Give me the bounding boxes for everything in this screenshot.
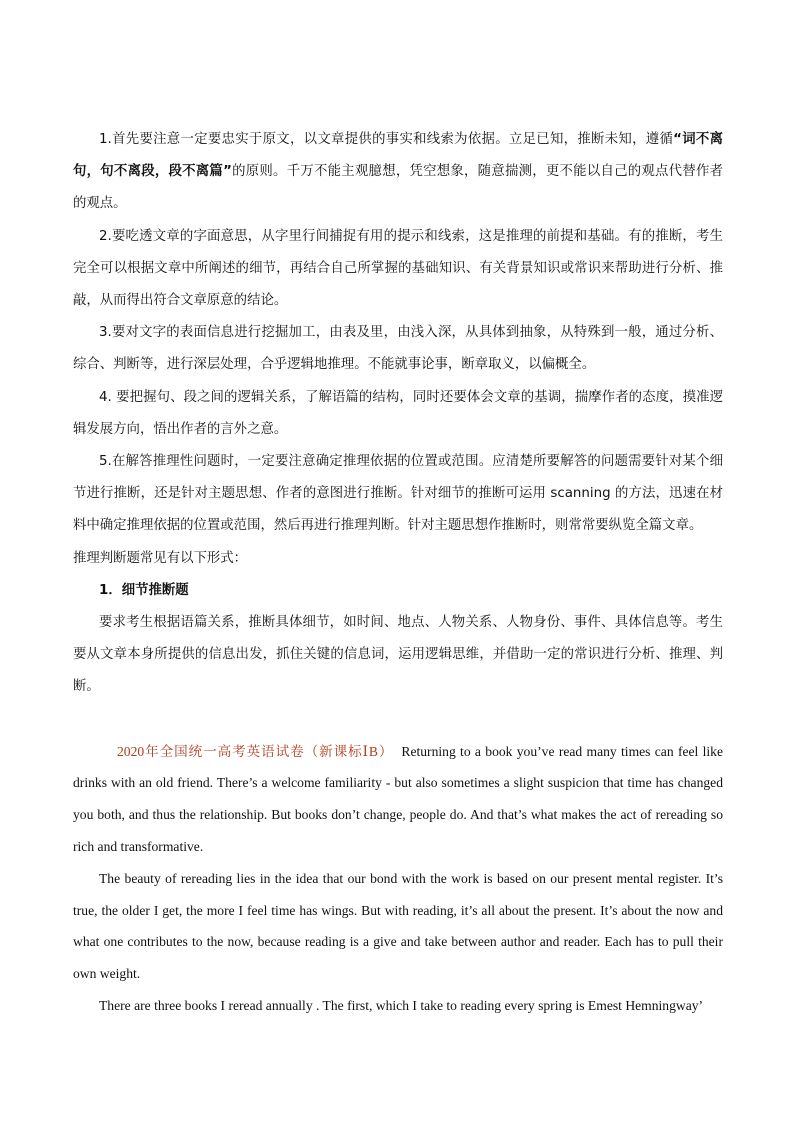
- section-heading: 1．细节推断题: [99, 582, 189, 598]
- example-paragraph-2: The beauty of rereading lies in the idea that our bond with the work is based on our present mental register. It’s true, the older I get, the more I feel time has wings. But with reading, it’s all about the present. It’s about the now and what one contributes to the now, because reading is a give and take between author and reader. Each has to pull their own weight.: [73, 870, 723, 982]
- tip-paragraph-5: 5.在解答推理性问题时，一定要注意确定推理依据的位置或范围。应清楚所要解答的问题需要针对某个细节进行推断，还是针对主题思想、作者的意图进行推断。针对细节的推断可运用 scanning 的方法，迅速在材料中确定推理依据的位置或范围，然后再进行推理判断。针对主题思想作推断时，则常常要纵览全篇文章。: [73, 454, 723, 534]
- tip-1-bold-quote: “词不离句，句不离段，段不离篇”: [73, 132, 723, 180]
- example-paragraph-1-text: Returning to a book you’ve read many times can feel like drinks with an old friend. There’s a welcome familiarity - but also sometimes a slight suspicion that time has changed you both, and thus the relationship. But books don’t change, people do. And that’s what makes the act of rereading so rich and transformative.: [73, 743, 724, 855]
- tip-1-text-start: 1.首先要注意一定要忠实于原文，以文章提供的事实和线索为依据。立足已知，推断未知，遵循: [99, 132, 674, 147]
- tip-paragraph-3: 3.要对文字的表面信息进行挖掘加工，由表及里，由浅入深，从具体到抽象，从特殊到一般，通过分析、综合、判断等，进行深层处理，合乎逻辑地推理。不能就事论事，断章取义，以偏概全。: [73, 325, 723, 373]
- example-paragraph-3: There are three books I reread annually . The first, which I take to reading every spring is Emest Hemningway’: [99, 998, 704, 1014]
- example-source: 2020年全国统一高考英语试卷（新课标ⅠB）: [117, 743, 394, 759]
- tip-1-text-end: 的原则。千万不能主观臆想，凭空想象，随意揣测，更不能以自己的观点代替作者的观点。: [73, 164, 723, 212]
- document-page: [73, 124, 723, 1022]
- spacer: [73, 704, 723, 736]
- forms-intro: 推理判断题常见有以下形式：: [73, 550, 248, 566]
- example-paragraph-1: [73, 736, 723, 863]
- tip-paragraph-4: 4. 要把握句、段之间的逻辑关系，了解语篇的结构，同时还要体会文章的基调，揣摩作者的态度，摸准逻辑发展方向，悟出作者的言外之意。: [73, 389, 723, 437]
- tip-paragraph-1: [73, 124, 723, 221]
- section-body: 要求考生根据语篇关系，推断具体细节，如时间、地点、人物关系、人物身份、事件、具体信息等。考生要从文章本身所提供的信息出发，抓住关键的信息词，运用逻辑思维，并借助一定的常识进行分析、推理、判断。: [73, 615, 723, 695]
- tip-paragraph-2: 2.要吃透文章的字面意思，从字里行间捕捉有用的提示和线索，这是推理的前提和基础。有的推断，考生完全可以根据文章中所阐述的细节，再结合自己所掌握的基础知识、有关背景知识或常识来帮助进行分析、推敲，从而得出符合文章原意的结论。: [73, 228, 723, 309]
